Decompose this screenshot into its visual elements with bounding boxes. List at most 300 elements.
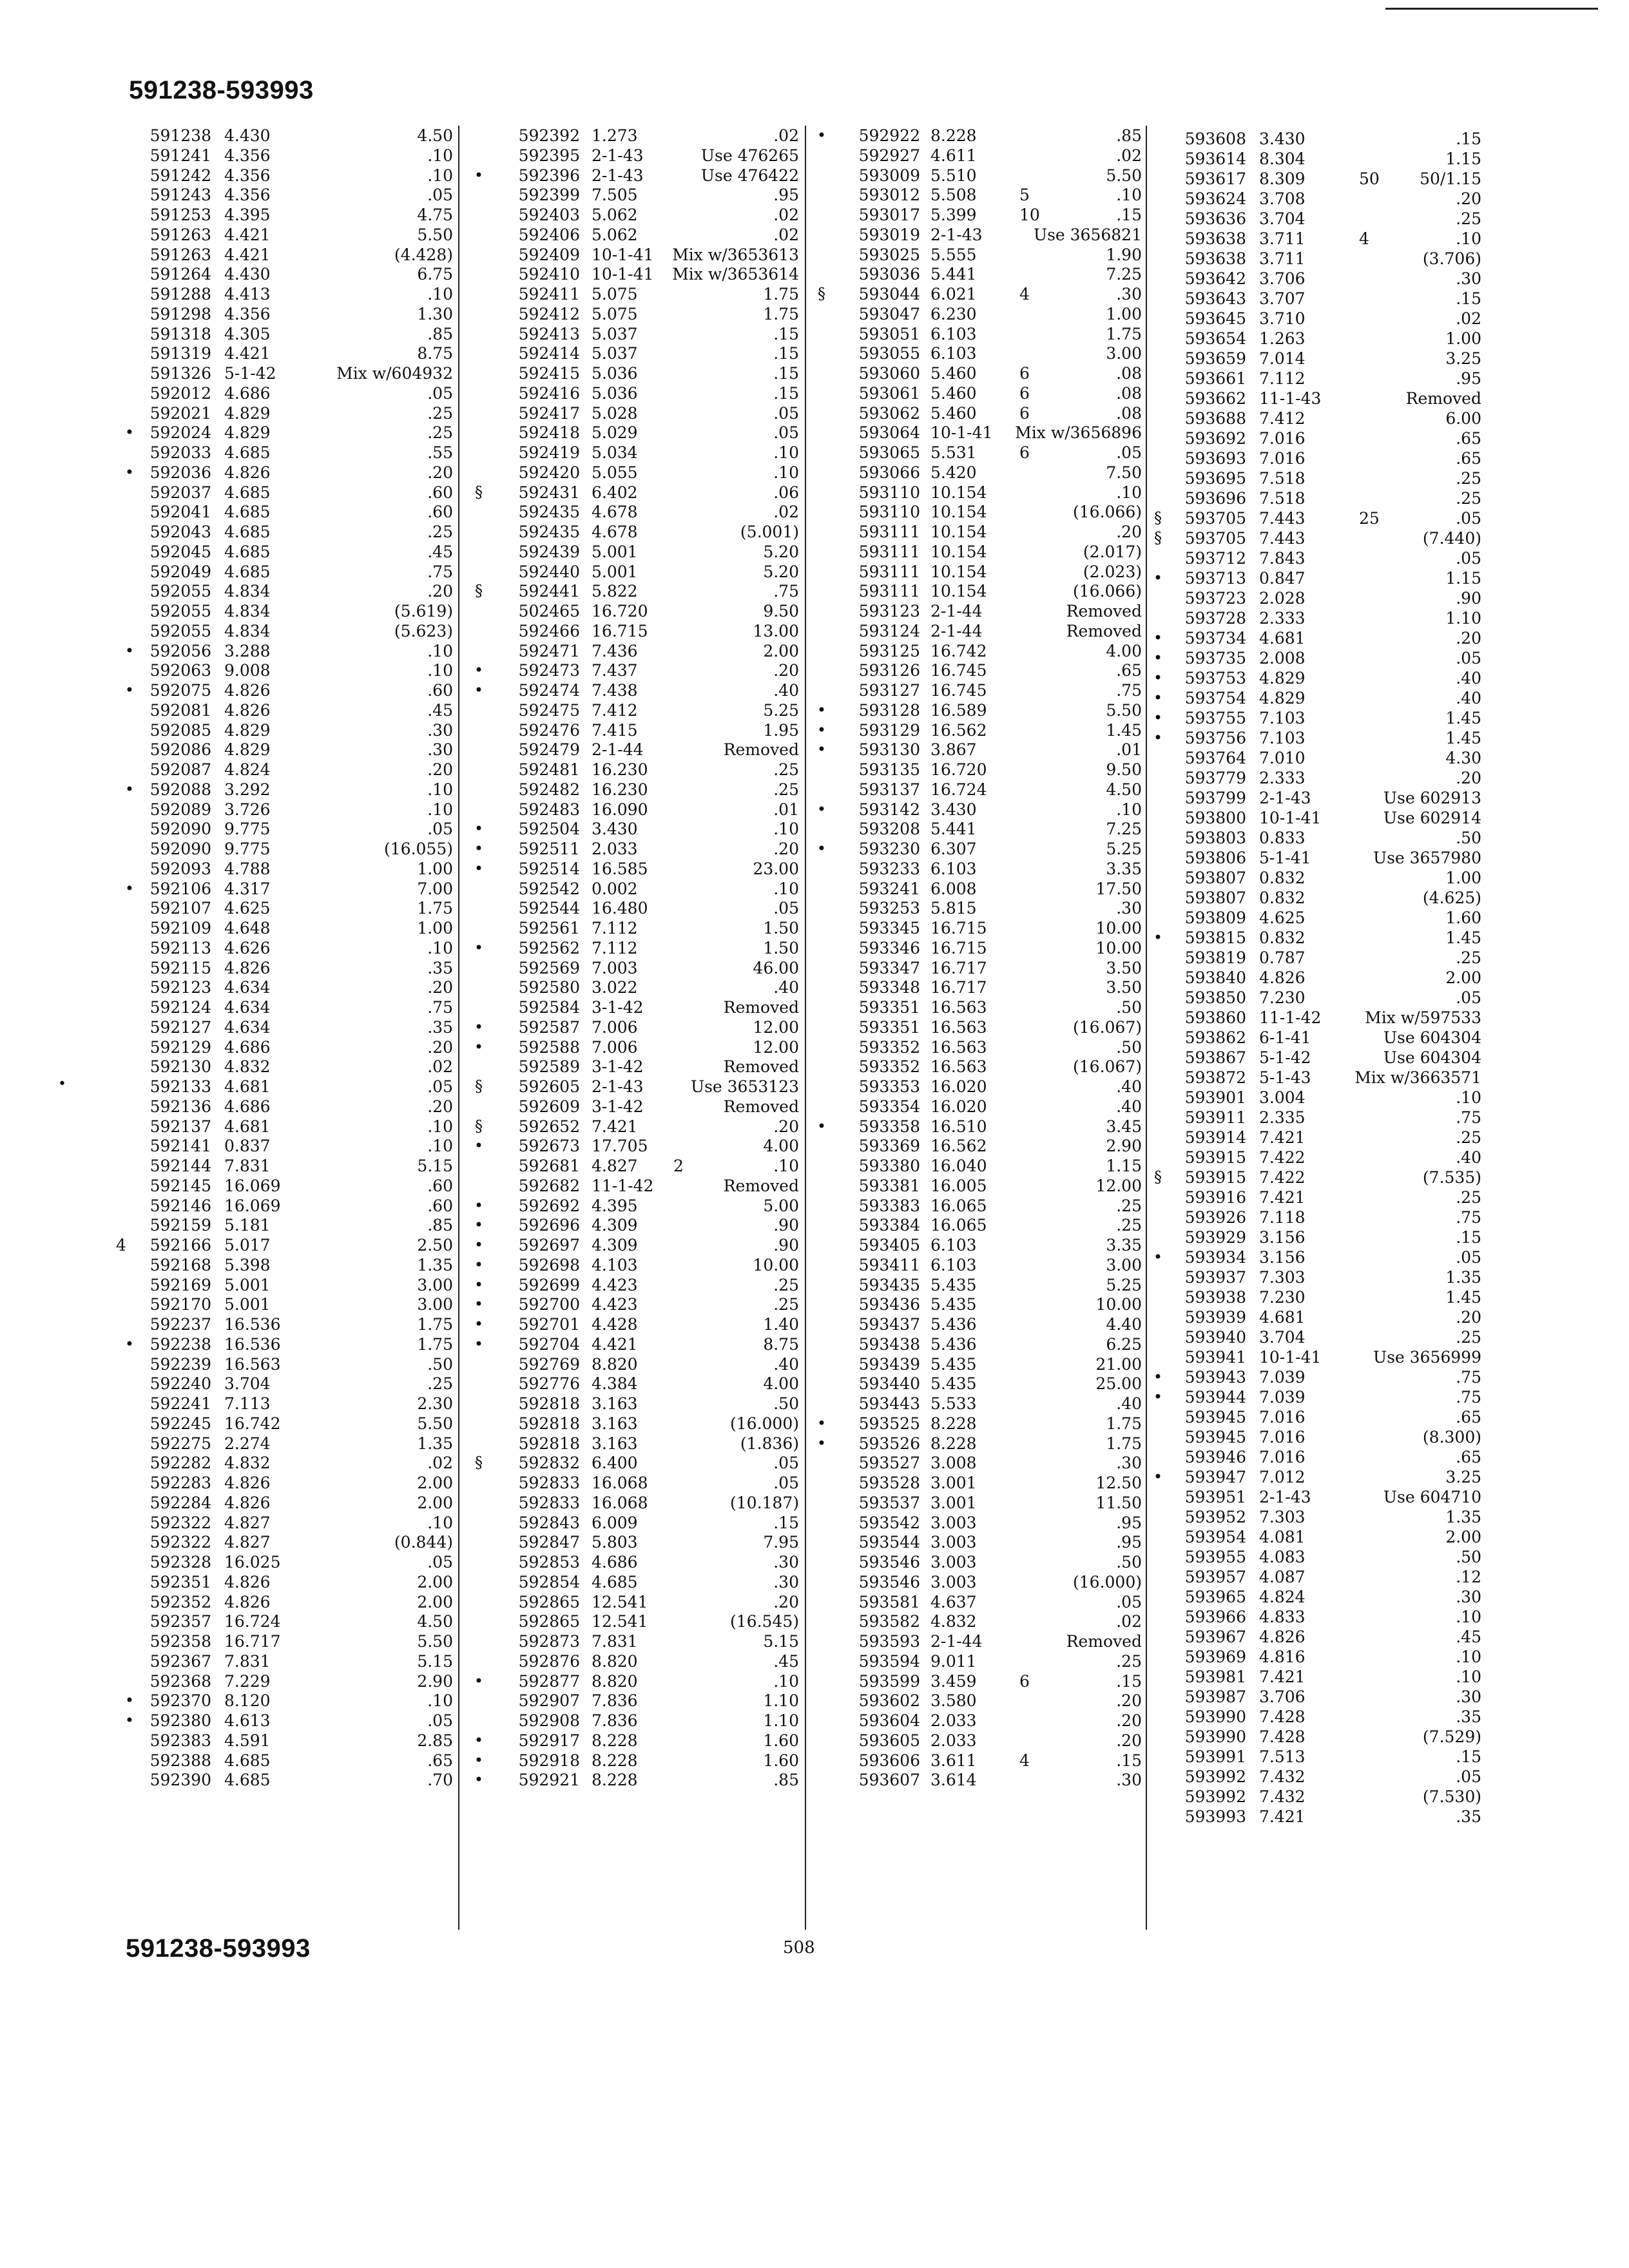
table-row <box>116 1751 464 1771</box>
weight-cell: 6.103 <box>930 859 977 878</box>
table-row <box>813 938 1161 958</box>
part-number-cell: 593233 <box>858 859 920 878</box>
table-row <box>1150 568 1498 588</box>
mark-cell: • <box>124 780 135 798</box>
price-cell: 1.10 <box>763 1711 799 1730</box>
weight-cell: 17.705 <box>592 1137 648 1156</box>
weight-cell: 3.288 <box>224 641 271 660</box>
table-row <box>116 343 464 363</box>
price-cell: .02 <box>773 225 799 244</box>
table-row <box>813 1294 1161 1314</box>
table-row <box>464 205 812 225</box>
weight-cell: 8.120 <box>224 1691 271 1711</box>
part-number-cell: 593624 <box>1184 189 1246 208</box>
weight-cell: 4.634 <box>224 1017 271 1037</box>
price-cell: 4.75 <box>417 206 453 224</box>
weight-cell: 3.459 <box>930 1671 977 1691</box>
table-row <box>464 1513 812 1533</box>
price-cell: .70 <box>427 1771 453 1790</box>
part-number-cell: 592367 <box>149 1651 211 1671</box>
part-number-cell: 592170 <box>149 1295 211 1314</box>
weight-cell: 5.029 <box>592 423 638 443</box>
weight-cell: 4.356 <box>224 186 271 205</box>
price-cell: .65 <box>1456 1448 1481 1466</box>
weight-cell: 7.229 <box>224 1671 271 1691</box>
weight-cell: 7.518 <box>1259 469 1306 488</box>
price-cell: .10 <box>1116 186 1142 205</box>
table-row <box>813 1651 1161 1671</box>
stray-bullet-mark: • <box>58 1076 66 1092</box>
table-row <box>464 1294 812 1314</box>
price-cell: .15 <box>1116 1671 1142 1691</box>
table-row <box>813 1532 1161 1552</box>
weight-cell: 3-1-42 <box>592 998 644 1017</box>
table-row <box>116 1235 464 1255</box>
part-number-cell: 591241 <box>149 146 211 165</box>
weight-cell: 10-1-41 <box>592 265 654 284</box>
price-cell: 46.00 <box>753 958 799 977</box>
part-number-cell: 593705 <box>1184 529 1246 548</box>
price-cell: .20 <box>1456 629 1481 648</box>
price-cell: .90 <box>773 1216 799 1235</box>
table-row <box>464 1334 812 1354</box>
part-number-cell: 592435 <box>518 503 580 522</box>
price-cell: 2.00 <box>417 1493 453 1512</box>
weight-cell: 2.033 <box>930 1731 977 1750</box>
weight-cell: 4.685 <box>224 503 271 522</box>
part-number-cell: 593945 <box>1184 1408 1246 1427</box>
part-number-cell: 593867 <box>1184 1048 1246 1067</box>
weight-cell: 4.833 <box>1259 1608 1306 1626</box>
weight-cell: 4.827 <box>224 1513 271 1532</box>
table-row <box>464 1770 812 1790</box>
table-row <box>1150 888 1498 908</box>
weight-cell: 6.009 <box>592 1513 638 1532</box>
price-cell: .05 <box>1456 988 1481 1007</box>
weight-cell: 3.022 <box>592 978 638 997</box>
weight-cell: 4.829 <box>224 740 271 760</box>
part-number-cell: 592275 <box>149 1434 211 1453</box>
table-row <box>464 502 812 522</box>
weight-cell: 6.307 <box>930 840 977 858</box>
table-row <box>813 997 1161 1017</box>
table-row <box>464 483 812 503</box>
price-cell: .10 <box>773 1157 799 1175</box>
part-number-cell: 502465 <box>518 602 580 620</box>
table-row <box>1150 1287 1498 1307</box>
weight-cell: 7.016 <box>1259 449 1306 468</box>
part-number-cell: 593992 <box>1184 1787 1246 1806</box>
price-cell: .10 <box>427 166 453 185</box>
table-row <box>1150 748 1498 768</box>
part-number-cell: 592283 <box>149 1474 211 1492</box>
table-row <box>813 483 1161 503</box>
part-number-cell: 593926 <box>1184 1208 1246 1227</box>
price-cell: .10 <box>427 800 453 819</box>
table-row <box>1150 1407 1498 1427</box>
price-cell: 50/1.15 <box>1420 169 1481 188</box>
weight-cell: 8.228 <box>592 1731 638 1750</box>
part-number-cell: 593934 <box>1184 1248 1246 1267</box>
part-number-cell: 592093 <box>149 859 211 878</box>
price-cell: .35 <box>1456 1807 1481 1826</box>
table-row <box>464 1611 812 1631</box>
part-number-cell: 592561 <box>518 919 580 937</box>
table-row <box>464 1196 812 1216</box>
table-row <box>1150 269 1498 289</box>
table-row <box>464 1156 812 1176</box>
part-number-cell: 593636 <box>1184 209 1246 228</box>
table-row <box>1150 928 1498 948</box>
price-cell: .50 <box>1456 1548 1481 1566</box>
part-number-cell: 593253 <box>858 899 920 918</box>
price-cell: .05 <box>427 820 453 839</box>
table-row <box>1150 728 1498 748</box>
table-row <box>116 898 464 918</box>
price-cell: .30 <box>773 1572 799 1591</box>
price-cell: 7.25 <box>1106 820 1142 839</box>
table-row <box>116 363 464 383</box>
part-number-cell: 592358 <box>149 1632 211 1651</box>
weight-cell: 7.428 <box>1259 1727 1306 1746</box>
weight-cell: 4.832 <box>930 1612 977 1631</box>
price-cell: 5.50 <box>417 1632 453 1651</box>
table-row <box>116 1592 464 1612</box>
table-row <box>1150 1547 1498 1567</box>
part-number-cell: 592435 <box>518 523 580 541</box>
table-row <box>464 621 812 641</box>
quantity-cell: 4 <box>1019 285 1030 303</box>
table-row <box>116 1334 464 1354</box>
part-number-cell: 592589 <box>518 1057 580 1077</box>
table-row <box>116 1255 464 1275</box>
weight-cell: 7.831 <box>224 1651 271 1671</box>
price-cell: .30 <box>1116 899 1142 918</box>
mark-cell: • <box>816 700 827 719</box>
table-row <box>464 581 812 601</box>
table-row <box>116 1532 464 1552</box>
price-cell: .30 <box>1456 1588 1481 1606</box>
table-row <box>116 1513 464 1533</box>
table-row <box>464 443 812 463</box>
weight-cell: 16.563 <box>930 1057 987 1077</box>
price-cell: 9.50 <box>763 602 799 620</box>
table-row <box>464 1592 812 1612</box>
weight-cell: 4.826 <box>224 1493 271 1512</box>
weight-cell: 5.460 <box>930 403 977 423</box>
weight-cell: 4.826 <box>224 958 271 977</box>
part-number-cell: 593965 <box>1184 1588 1246 1606</box>
table-row <box>1150 309 1498 329</box>
table-row <box>1150 1427 1498 1447</box>
table-row <box>116 1057 464 1077</box>
table-row <box>464 660 812 680</box>
weight-cell: 3.430 <box>1259 130 1306 148</box>
part-number-cell: 593809 <box>1184 908 1246 927</box>
weight-cell: 4.430 <box>224 265 271 284</box>
price-cell: Use 604304 <box>1383 1028 1481 1047</box>
part-number-cell: 593945 <box>1184 1428 1246 1446</box>
part-number-cell: 592605 <box>518 1077 580 1096</box>
part-number-cell: 592411 <box>518 285 580 303</box>
weight-cell: 5.803 <box>592 1533 638 1552</box>
table-row <box>1150 1008 1498 1028</box>
part-number-cell: 592056 <box>149 641 211 660</box>
weight-cell: 5.001 <box>224 1295 271 1314</box>
weight-cell: 4.685 <box>224 562 271 581</box>
price-cell: .50 <box>773 1394 799 1413</box>
table-row <box>116 483 464 503</box>
table-row <box>464 225 812 245</box>
weight-cell: 7.039 <box>1259 1368 1306 1387</box>
weight-cell: 4.625 <box>1259 908 1306 927</box>
part-number-cell: 593987 <box>1184 1687 1246 1706</box>
part-number-cell: 593753 <box>1184 669 1246 687</box>
weight-cell: 3.710 <box>1259 309 1306 328</box>
part-number-cell: 592041 <box>149 503 211 522</box>
table-row <box>1150 1108 1498 1128</box>
weight-cell: 7.432 <box>1259 1767 1306 1786</box>
table-row <box>464 463 812 483</box>
price-cell: 1.45 <box>1106 720 1142 740</box>
weight-cell: 0.787 <box>1259 948 1306 967</box>
price-cell: .65 <box>1456 1408 1481 1427</box>
table-row <box>464 680 812 700</box>
mark-cell: • <box>816 1414 827 1432</box>
table-row <box>116 839 464 859</box>
table-row <box>116 1314 464 1334</box>
weight-cell: 5.062 <box>592 225 638 244</box>
table-row <box>464 760 812 780</box>
weight-cell: 3.711 <box>1259 229 1306 248</box>
table-row <box>116 1711 464 1731</box>
table-row <box>116 1275 464 1295</box>
price-cell: .10 <box>1456 1088 1481 1107</box>
table-row <box>464 1037 812 1057</box>
price-cell: .05 <box>1456 509 1481 528</box>
weight-cell: 4.421 <box>224 245 271 264</box>
weight-cell: 16.563 <box>930 998 987 1017</box>
part-number-cell: 593411 <box>858 1255 920 1274</box>
price-cell: 3.25 <box>1445 349 1481 368</box>
part-number-cell: 592239 <box>149 1354 211 1374</box>
price-cell: 1.75 <box>417 1334 453 1354</box>
table-row <box>116 1731 464 1751</box>
table-row <box>813 780 1161 800</box>
price-cell: .05 <box>773 899 799 918</box>
part-number-cell: 593695 <box>1184 469 1246 488</box>
part-number-cell: 593436 <box>858 1295 920 1314</box>
price-cell: .10 <box>1116 800 1142 819</box>
weight-cell: 10.154 <box>930 483 987 502</box>
part-number-cell: 591253 <box>149 206 211 224</box>
weight-cell: 16.745 <box>930 661 987 680</box>
table-row <box>464 1017 812 1037</box>
price-cell: 3.00 <box>1106 344 1142 363</box>
table-row <box>116 1434 464 1454</box>
part-number-cell: 593990 <box>1184 1727 1246 1746</box>
part-number-cell: 593025 <box>858 245 920 264</box>
part-number-cell: 592037 <box>149 483 211 502</box>
part-number-cell: 593937 <box>1184 1268 1246 1287</box>
table-row <box>1150 1527 1498 1547</box>
part-number-cell: 592127 <box>149 1017 211 1037</box>
table-row <box>813 898 1161 918</box>
price-cell: .10 <box>773 443 799 462</box>
weight-cell: 4.087 <box>1259 1568 1306 1586</box>
part-number-cell: 592159 <box>149 1216 211 1235</box>
weight-cell: 3.614 <box>930 1771 977 1790</box>
part-number-cell: 592832 <box>518 1454 580 1473</box>
part-number-cell: 592922 <box>858 126 920 145</box>
part-number-cell: 593405 <box>858 1236 920 1254</box>
part-number-cell: 593929 <box>1184 1228 1246 1247</box>
weight-cell: 7.831 <box>224 1157 271 1175</box>
table-row <box>1150 149 1498 169</box>
weight-cell: 7.438 <box>592 681 638 700</box>
price-cell: 5.25 <box>763 700 799 720</box>
part-number-cell: 592877 <box>518 1671 580 1691</box>
part-number-cell: 592168 <box>149 1255 211 1274</box>
part-number-cell: 593692 <box>1184 429 1246 448</box>
mark-cell: § <box>475 1454 483 1472</box>
weight-cell: 16.720 <box>592 602 648 620</box>
part-number-cell: 593840 <box>1184 968 1246 987</box>
weight-cell: 4.834 <box>224 602 271 620</box>
weight-cell: 11-1-43 <box>1259 389 1322 408</box>
weight-cell: 16.717 <box>930 978 987 997</box>
table-row <box>116 958 464 978</box>
weight-cell: 7.016 <box>1259 1408 1306 1427</box>
weight-cell: 4.829 <box>224 423 271 443</box>
table-row <box>116 581 464 601</box>
mark-cell: • <box>474 1137 484 1155</box>
weight-cell: 4.826 <box>224 681 271 700</box>
part-number-cell: 593348 <box>858 978 920 997</box>
table-row <box>464 1711 812 1731</box>
table-row <box>813 304 1161 324</box>
table-row <box>813 1077 1161 1097</box>
weight-cell: 7.230 <box>1259 1288 1306 1307</box>
table-row <box>1150 1767 1498 1787</box>
part-number-cell: 592012 <box>149 383 211 403</box>
table-row <box>464 166 812 186</box>
price-cell: 2.30 <box>417 1394 453 1413</box>
mark-cell: § <box>475 1077 483 1095</box>
table-row <box>464 1414 812 1434</box>
price-cell: .45 <box>427 542 453 561</box>
table-row <box>813 383 1161 403</box>
weight-cell: 4.686 <box>224 383 271 403</box>
table-row <box>464 780 812 800</box>
weight-cell: 5.037 <box>592 324 638 343</box>
table-row <box>1150 1607 1498 1627</box>
table-row <box>813 423 1161 443</box>
mark-cell: • <box>474 1236 484 1254</box>
weight-cell: 5.822 <box>592 582 638 601</box>
weight-cell: 0.832 <box>1259 928 1306 947</box>
price-cell: Removed <box>1405 389 1481 408</box>
price-cell: .75 <box>1456 1368 1481 1387</box>
price-cell: 8.75 <box>763 1334 799 1354</box>
weight-cell: 5.533 <box>930 1394 977 1413</box>
part-number-cell: 593991 <box>1184 1747 1246 1766</box>
price-cell: (7.530) <box>1422 1787 1481 1806</box>
table-row <box>116 502 464 522</box>
table-row <box>464 1394 812 1414</box>
part-number-cell: 593381 <box>858 1176 920 1195</box>
table-row <box>1150 828 1498 848</box>
mark-cell: • <box>1153 1468 1163 1486</box>
part-number-cell: 592704 <box>518 1334 580 1354</box>
table-row <box>813 205 1161 225</box>
part-number-cell: 593125 <box>858 641 920 660</box>
part-number-cell: 592392 <box>518 126 580 145</box>
price-cell: .15 <box>1456 1747 1481 1766</box>
weight-cell: 3.001 <box>930 1493 977 1512</box>
price-cell: 5.15 <box>417 1651 453 1671</box>
price-cell: .45 <box>773 1651 799 1671</box>
weight-cell: 5.017 <box>224 1236 271 1254</box>
part-number-cell: 592865 <box>518 1612 580 1631</box>
price-cell: 1.45 <box>1445 709 1481 727</box>
part-number-cell: 593755 <box>1184 709 1246 727</box>
table-row <box>464 958 812 978</box>
part-number-cell: 593435 <box>858 1275 920 1294</box>
price-cell: .10 <box>1456 1667 1481 1686</box>
price-cell: 25.00 <box>1095 1374 1142 1394</box>
price-cell: 17.50 <box>1095 879 1142 898</box>
price-cell: (4.428) <box>394 245 453 264</box>
table-row <box>116 1493 464 1513</box>
part-number-cell: 593915 <box>1184 1168 1246 1187</box>
table-row <box>813 641 1161 661</box>
part-number-cell: 593779 <box>1184 769 1246 787</box>
table-row <box>813 1711 1161 1731</box>
part-number-cell: 592370 <box>149 1691 211 1711</box>
part-number-cell: 593036 <box>858 265 920 284</box>
price-cell: 3.00 <box>417 1275 453 1294</box>
part-number-cell: 592085 <box>149 720 211 740</box>
table-row <box>813 621 1161 641</box>
table-row <box>1150 848 1498 868</box>
mark-cell: • <box>474 1671 484 1690</box>
part-number-cell: 592133 <box>149 1077 211 1096</box>
table-row <box>1150 1327 1498 1347</box>
part-number-cell: 592055 <box>149 582 211 601</box>
weight-cell: 5.062 <box>592 206 638 224</box>
table-row <box>813 1314 1161 1334</box>
mark-cell: • <box>474 1275 484 1294</box>
table-row <box>1150 1387 1498 1407</box>
weight-cell: 7.113 <box>224 1394 271 1413</box>
weight-cell: 12.541 <box>592 1592 648 1611</box>
weight-cell: 7.103 <box>1259 729 1306 747</box>
table-row <box>813 284 1161 304</box>
price-cell: Removed <box>1066 1632 1142 1651</box>
weight-cell: 5.075 <box>592 285 638 303</box>
price-cell: .02 <box>427 1454 453 1473</box>
weight-cell: 4.681 <box>1259 629 1306 648</box>
price-cell: (16.066) <box>1073 503 1142 522</box>
price-cell: .20 <box>773 840 799 858</box>
table-row <box>813 601 1161 621</box>
price-cell: .20 <box>1456 189 1481 208</box>
price-cell: Use 476422 <box>700 166 799 185</box>
price-cell: Mix w/3663571 <box>1354 1068 1481 1087</box>
price-cell: 1.35 <box>417 1434 453 1453</box>
price-cell: .05 <box>427 1077 453 1096</box>
